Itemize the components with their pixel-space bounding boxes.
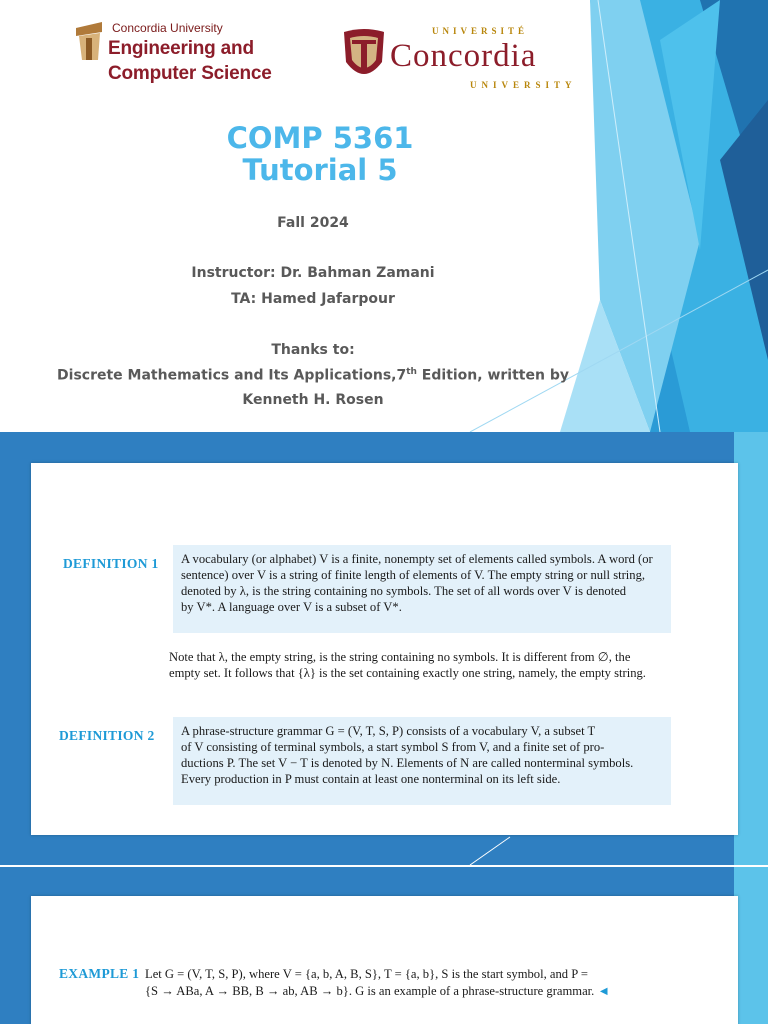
concordia-logo — [342, 26, 594, 92]
book-citation — [0, 367, 626, 384]
ta-text: TA: Hamed Jafarpour — [231, 291, 395, 307]
definition2-line: A phrase-structure grammar G = (V, T, S, P) consists of a vocabulary V, a subset T — [181, 724, 596, 738]
example1-label: EXAMPLE 1 — [59, 966, 140, 981]
instructor-text: Instructor: Dr. Bahman Zamani — [191, 265, 435, 281]
term-text: Fall 2024 — [277, 215, 349, 231]
definition2-line: ductions P. The set V − T is denoted by N. Elements of N are called nonterminal symbols. — [181, 756, 634, 770]
thanks-text: Thanks to: — [271, 342, 355, 358]
ecs-line1: Engineering and — [108, 38, 254, 59]
definition1-line: A vocabulary (or alphabet) V is a finite, nonempty set of elements called symbols. A word (or — [181, 552, 653, 566]
definitions-slide — [0, 432, 768, 865]
definition2-line: Every production in P must contain at least one nonterminal on its left side. — [181, 772, 561, 786]
ecs-line2: Computer Science — [108, 63, 272, 84]
book-edition-text: Edition, written by — [416, 367, 569, 384]
concordia-shield-icon — [342, 28, 386, 86]
note-line: Note that λ, the empty string, is the string containing no symbols. It is different from ∅, the — [169, 650, 631, 664]
concordia-wordmark: Concordia — [390, 38, 537, 74]
definitions-panel — [31, 463, 738, 835]
example1-line: Let G = (V, T, S, P), where V = {a, b, A, B, S}, T = {a, b}, S is the start symbol, and P = — [145, 967, 588, 981]
empty-string-note — [169, 649, 679, 681]
definition1-box — [173, 545, 671, 633]
right-accent-band — [734, 867, 768, 1024]
definition2-box — [173, 717, 671, 805]
note-line: empty set. It follows that {λ} is the set containing exactly one string, namely, the empty string. — [169, 666, 646, 680]
definition1-line: denoted by λ, is the string containing no symbols. The set of all words over V is denoted — [181, 584, 627, 598]
definition2-label: DEFINITION 2 — [59, 728, 155, 743]
definition2-line: of V consisting of terminal symbols, a start symbol S from V, and a finite set of pro- — [181, 740, 605, 754]
author-text: Kenneth H. Rosen — [242, 392, 384, 408]
example-slide — [0, 867, 768, 1024]
course-title: COMP 5361 — [226, 121, 414, 155]
edition-superscript: th — [406, 367, 417, 377]
book-title-text: Discrete Mathematics and Its Applications,7 — [57, 367, 407, 384]
example1-line-2: {S → ABa, A → BB, B → ab, AB → b}. G is an example of a phrase-structure grammar. ◄ — [145, 984, 610, 998]
ecs-university-text: Concordia University — [112, 21, 223, 35]
tutorial-title: Tutorial 5 — [242, 153, 398, 187]
definition1-line: sentence) over V is a string of finite length of elements of V. The empty string or null string, — [181, 568, 646, 582]
definition1-label: DEFINITION 1 — [63, 556, 159, 571]
concordia-universite-text: UNIVERSITÉ — [432, 26, 529, 36]
concordia-university-text: UNIVERSITY — [470, 80, 577, 90]
ecs-logo — [76, 18, 306, 88]
example1-text — [145, 966, 705, 1000]
example-panel — [31, 896, 738, 1024]
title-slide — [0, 0, 768, 432]
end-of-example-icon: ◄ — [597, 984, 610, 998]
ecs-emblem-icon — [76, 22, 106, 62]
definition1-line: by V*. A language over V is a subset of V*. — [181, 600, 402, 614]
